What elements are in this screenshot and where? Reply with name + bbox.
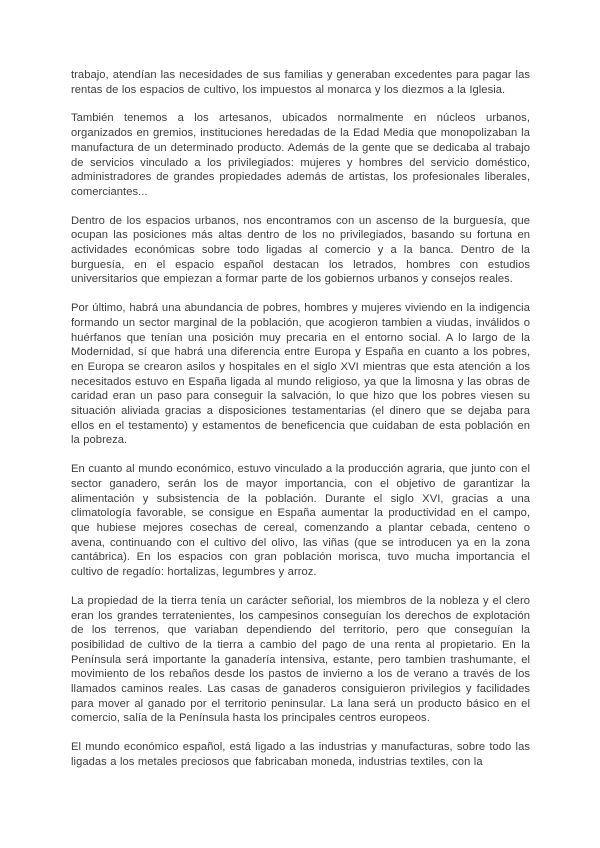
paragraph: En cuanto al mundo económico, estuvo vinculado a la producción agraria, que junto con el sector ganadero, serán los de mayor importancia, con el objetivo de garantizar la alimentación y subsistencia de la población. Durante el siglo XVI, gracias a una climatología favorable, se consigue en España aumentar la productividad en el campo, que hubiese mejores cosechas de cereal, comenzando a plantar cebada, centeno o avena, continuando con el cultivo del olivo, las viñas (que se introducen ya en la zona cantábrica). En los espacios con gran población morisca, tuvo mucha importancia el cultivo de regadío: hortalizas, legumbres y arroz.	[71, 463, 530, 579]
paragraph: Dentro de los espacios urbanos, nos encontramos con un ascenso de la burguesía, que ocupan las posiciones más altas dentro de los no privilegiados, basando su fortuna en actividades económicas sobre todo ligadas al comercio y a la banca. Dentro de la burguesía, en el espacio español destacan los letrados, hombres con estudios universitarios que empiezan a formar parte de los gobiernos urbanos y consejos reales.	[71, 214, 530, 286]
paragraph: trabajo, atendían las necesidades de sus familias y generaban excedentes para pagar las rentas de los espacios de cultivo, los impuestos al monarca y los diezmos a la Iglesia.	[71, 69, 530, 96]
paragraph: La propiedad de la tierra tenía un carácter señorial, los miembros de la nobleza y el clero eran los grandes terratenientes, los campesinos conseguían los derechos de explotación de los terrenos, que variaban dependiendo del territorio, pero que conseguían la posibilidad de cultivo de la tierra a cambio del pago de una renta al propietario. En la Península será importante la ganadería intensiva, estante, pero tambien trashumante, el movimiento de los rebaños desde los pastos de invierno a los de verano a través de los llamados caminos reales. Las casas de ganaderos consiguieron privilegios y facilidades para mover al ganado por el territorio peninsular. La lana será un producto básico en el comercio, salía de la Península hasta los principales centros europeos.	[71, 594, 530, 725]
paragraph: Por último, habrá una abundancia de pobres, hombres y mujeres viviendo en la indigencia formando un sector marginal de la población, que acogieron tambien a viudas, inválidos o huérfanos que tenían una posición muy precaria en el entorno social. A lo largo de la Modernidad, sí que habrá una diferencia entre Europa y España en cuanto a los pobres, en Europa se crearon asilos y hospitales en el siglo XVI mientras que esta atención a los necesitados estuvo en España ligada al mundo religioso, ya que la limosna y las obras de caridad eran un paso para conseguir la salvación, lo que hizo que los pobres viesen su situación aliviada gracias a disposiciones testamentarias (el dinero que se dejaba para ellos en el testamento) y estamentos de beneficencia que cuidaban de esta población en la pobreza.	[71, 302, 530, 447]
paragraph: También tenemos a los artesanos, ubicados normalmente en núcleos urbanos, organizados en gremios, instituciones heredadas de la Edad Media que monopolizaban la manufactura de un determinado producto. Además de la gente que se dedicaba al trabajo de servicios vinculado a los privilegiados: mujeres y hombres del servicio doméstico, administradores de grandes propiedades además de artistas, los profesionales liberales, comerciantes...	[71, 112, 530, 198]
paragraph: El mundo económico español, está ligado a las industrias y manufacturas, sobre todo las ligadas a los metales preciosos que fabricaban moneda, industrias textiles, con la	[71, 741, 530, 768]
